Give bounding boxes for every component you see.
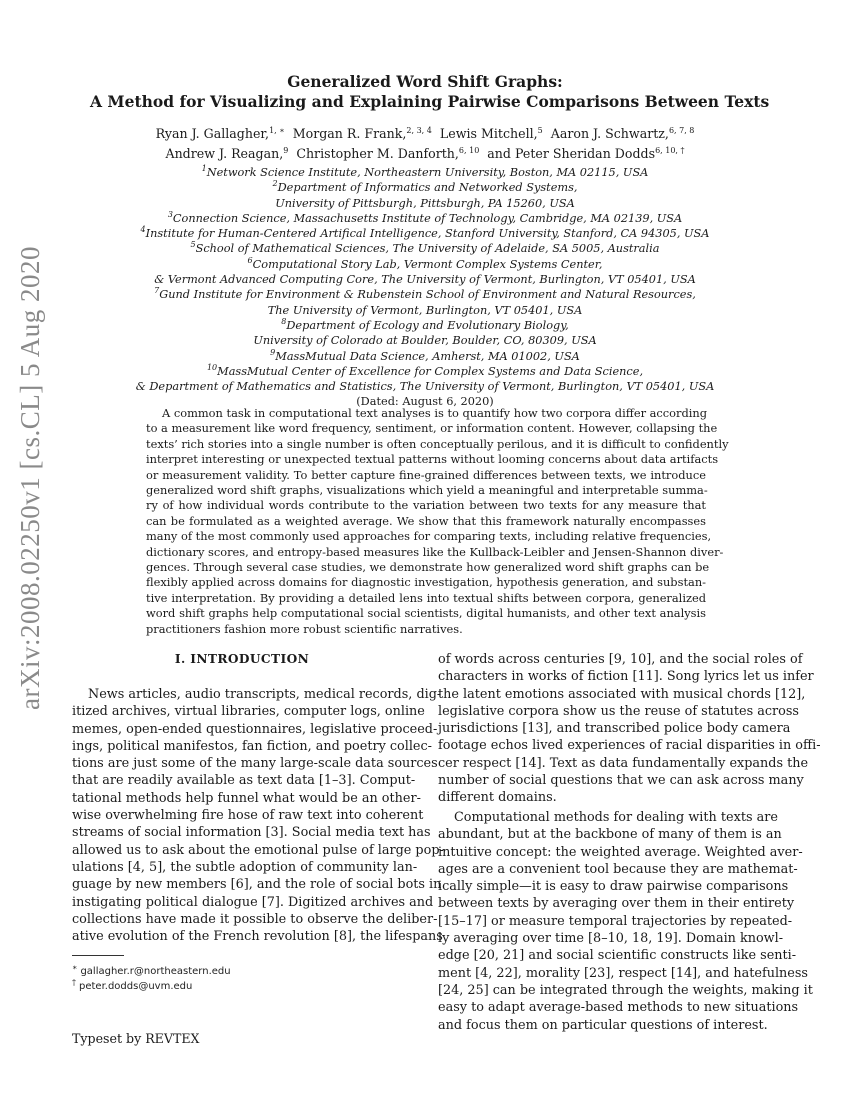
affiliation-text: Gund Institute for Environment & Rubenstein School of Environment and Natural Resources, [159, 288, 696, 302]
affiliation-text: & Vermont Advanced Computing Core, The University of Vermont, Burlington, VT 05401, USA [154, 273, 696, 287]
affiliation-line [90, 303, 760, 318]
author-affil-mark: 2, 3, 4 [406, 125, 432, 135]
author-name: Christopher M. Danforth, [296, 146, 459, 161]
affiliation-text: Department of Ecology and Evolutionary Biology, [286, 318, 569, 332]
abstract-line: to a measurement like word frequency, sentiment, or information content. However, collapsing the [146, 421, 718, 436]
abstract-line: ry of how individual words contribute to the variation between two texts for any measure that [146, 498, 706, 513]
body-line: [24, 25] can be integrated through the weights, making it [438, 982, 813, 998]
author-list [90, 124, 760, 164]
affiliation-mark: 2 [272, 179, 278, 189]
body-line: [15–17] or measure temporal trajectories by repeated- [438, 913, 793, 929]
affiliation-mark: 10 [206, 363, 218, 373]
abstract-line: can be formulated as a weighted average. We show that this framework naturally encompasses [146, 513, 706, 528]
affiliation-line [90, 364, 760, 379]
affiliation-text: Computational Story Lab, Vermont Complex Systems Center, [252, 257, 603, 271]
body-line: edge [20, 21] and social scientific constructs like senti- [438, 948, 797, 964]
body-line: number of social questions that we can ask across many [438, 773, 804, 789]
affiliation-line [90, 211, 760, 226]
affiliation-text: Department of Informatics and Networked Systems, [277, 181, 578, 195]
author-name: Aaron J. Schwartz, [550, 126, 669, 141]
right-column-paragraph-1 [438, 651, 821, 807]
title-line-2: A Method for Visualizing and Explaining Pairwise Comparisons Between Texts [90, 92, 770, 111]
affiliation-line [90, 226, 760, 241]
body-line: wise overwhelming fire hose of raw text into coherent [72, 808, 424, 824]
author-affil-mark: 1, ∗ [269, 125, 285, 135]
affiliation-text: Network Science Institute, Northeastern University, Boston, MA 02115, USA [206, 166, 649, 179]
body-line: instigating political dialogue [7]. Digitized archives and [72, 894, 434, 910]
affiliation-line [90, 165, 760, 180]
affiliation-mark: 7 [154, 286, 160, 296]
body-line: ings, political manifestos, fan fiction, and poetry collec- [72, 738, 432, 754]
body-line: ulations [4, 5], the subtle adoption of community lan- [72, 859, 418, 875]
abstract-line: word shift graphs help computational social scientists, digital humanists, and other text analysis [146, 606, 706, 621]
affiliation-mark: 3 [167, 210, 173, 220]
abstract [146, 406, 729, 637]
body-line: abundant, but at the backbone of many of them is an [438, 827, 782, 843]
body-line: intuitive concept: the weighted average. Weighted aver- [438, 844, 803, 860]
body-line: guage by new members [6], and the role of social bots in [72, 877, 442, 893]
body-line: between texts by averaging over them in their entirety [438, 896, 795, 912]
body-line: ative evolution of the French revolution [8], the lifespans [72, 929, 443, 945]
author-affil-mark: 9 [283, 145, 289, 155]
affiliation-line [90, 241, 760, 256]
affiliation-line [90, 257, 760, 272]
body-line: ically simple—it is easy to draw pairwise comparisons [438, 879, 789, 895]
body-line: and focus them on particular questions of interest. [438, 1017, 768, 1033]
footnote-mark: † [72, 977, 76, 987]
body-line: easy to adapt average-based methods to new situations [438, 1000, 799, 1016]
affiliation-list [90, 165, 760, 410]
body-line: that are readily available as text data [1–3]. Comput- [72, 773, 416, 789]
author-affil-mark: 6, 7, 8 [668, 125, 695, 135]
affiliation-mark: 5 [190, 240, 196, 250]
body-line: legislative corpora show us the reuse of statutes across [438, 703, 799, 719]
body-line: characters in works of fiction [11]. Song lyrics let us infer [438, 669, 814, 685]
affiliation-text: The University of Vermont, Burlington, VT 05401, USA [267, 303, 583, 317]
abstract-line: texts’ rich stories into a single number is often conceptually perilous, and it is difficult to confidently [146, 436, 729, 451]
body-line: cer respect [14]. Text as data fundamentally expands the [438, 755, 809, 771]
affiliation-mark: 6 [247, 256, 253, 266]
affiliation-mark: 9 [270, 347, 276, 357]
affiliation-line [90, 333, 760, 348]
author-line-2 [90, 144, 760, 164]
body-line: tational methods help funnel what would be an other- [72, 790, 421, 806]
author-name: Morgan R. Frank, [292, 126, 407, 141]
body-line: the latent emotions associated with musical chords [12], [438, 686, 806, 702]
body-line: itized archives, virtual libraries, computer logs, online [72, 704, 425, 720]
footnote [72, 979, 412, 994]
affiliation-line [90, 272, 760, 287]
author-name: Andrew J. Reagan, [165, 146, 284, 161]
affiliation-line [90, 180, 760, 195]
right-column-paragraph-2 [438, 809, 813, 1034]
body-line: News articles, audio transcripts, medical records, dig- [88, 687, 442, 702]
author-name: and Peter Sheridan Dodds [487, 146, 656, 161]
abstract-line: flexibly applied across domains for diagnostic investigation, hypothesis generation, and substan- [146, 575, 706, 590]
body-line: allowed us to ask about the emotional pulse of large pop- [72, 842, 444, 858]
body-line: ment [4, 22], morality [23], respect [14], and hatefulness [438, 965, 808, 981]
affiliation-text: University of Colorado at Boulder, Boulder, CO, 80309, USA [253, 334, 597, 348]
title-line-1: Generalized Word Shift Graphs: [287, 72, 563, 91]
abstract-line: dictionary scores, and entropy-based measures like the Kullback-Leibler and Jensen-Shannon diver- [146, 544, 724, 559]
author-line-1 [90, 124, 760, 144]
affiliation-text: University of Pittsburgh, Pittsburgh, PA 15260, USA [275, 196, 575, 210]
body-line: Computational methods for dealing with texts are [454, 810, 778, 825]
affiliation-text: Institute for Human-Centered Artifical Intelligence, Stanford University, Stanford, CA 94305, USA [145, 227, 710, 241]
abstract-line: many of the most commonly used approaches for comparing texts, including relative frequencies, [146, 529, 712, 544]
affiliation-text: & Department of Mathematics and Statistics, The University of Vermont, Burlington, VT 05401, USA [135, 380, 715, 394]
footnote-email[interactable]: peter.dodds@uvm.edu [79, 981, 193, 992]
footnote-rule [72, 955, 124, 956]
left-column-body [72, 686, 444, 945]
affiliation-line [90, 379, 760, 394]
affiliation-mark: 8 [281, 317, 287, 327]
author-name: Lewis Mitchell, [439, 126, 538, 141]
abstract-line: practitioners fashion more robust scientific narratives. [146, 621, 463, 636]
body-line: memes, open-ended questionnaires, legislative proceed- [72, 721, 438, 737]
footnote-email[interactable]: gallagher.r@northeastern.edu [80, 966, 231, 977]
footnote-mark: ∗ [72, 962, 78, 972]
body-line: collections have made it possible to observe the deliber- [72, 911, 438, 927]
body-line: jurisdictions [13], and transcribed police body camera [438, 721, 791, 737]
section-heading-introduction: I. INTRODUCTION [174, 652, 310, 666]
abstract-line: generalized word shift graphs, visualizations which yield a meaningful and interpretable summa- [146, 483, 708, 498]
abstract-line: gences. Through several case studies, we demonstrate how generalized word shift graphs can be [146, 560, 710, 575]
affiliation-line [90, 349, 760, 364]
affiliation-text: MassMutual Center of Excellence for Complex Systems and Data Science, [217, 364, 644, 378]
affiliation-line [90, 318, 760, 333]
abstract-line: or measurement validity. To better capture fine-grained differences between texts, we introduce [146, 467, 706, 482]
abstract-line: tive interpretation. By providing a detailed lens into textual shifts between corpora, generalized [146, 590, 706, 605]
abstract-line: interpret interesting or unexpected textual patterns without looming concerns about data artifacts [146, 452, 719, 467]
footnotes [72, 964, 412, 994]
author-name: Ryan J. Gallagher, [155, 126, 270, 141]
dated-line: (Dated: August 6, 2020) [356, 395, 494, 409]
affiliation-text: Connection Science, Massachusetts Institute of Technology, Cambridge, MA 02139, USA [172, 211, 683, 225]
abstract-line: A common task in computational text analyses is to quantify how two corpora differ according [162, 406, 708, 420]
affiliation-text: School of Mathematical Sciences, The University of Adelaide, SA 5005, Australia [195, 242, 660, 256]
body-line: footage echos lived experiences of racial disparities in offi- [438, 738, 821, 754]
affiliation-mark: 4 [140, 225, 146, 235]
body-line: ages are a convenient tool because they are mathemat- [438, 861, 798, 877]
body-line: different domains. [438, 790, 557, 806]
body-line: ly averaging over time [8–10, 18, 19]. Domain knowl- [438, 931, 784, 947]
arxiv-identifier: arXiv:2008.02250v1 [cs.CL] 5 Aug 2020 [15, 246, 45, 710]
affiliation-text: MassMutual Data Science, Amherst, MA 01002, USA [275, 349, 580, 363]
author-affil-mark: 6, 10 [458, 145, 480, 155]
body-line: of words across centuries [9, 10], and the social roles of [438, 652, 803, 667]
body-line: tions are just some of the many large-scale data sources [72, 756, 438, 772]
affiliation-line [90, 196, 760, 211]
paper-title [90, 72, 770, 112]
affiliation-mark: 1 [201, 164, 207, 174]
footnote [72, 964, 412, 979]
typeset-note: Typeset by REVTEX [72, 1031, 200, 1046]
affiliation-line [90, 287, 760, 302]
author-affil-mark: 5 [537, 125, 543, 135]
author-affil-mark: 6, 10, † [655, 145, 685, 155]
body-line: streams of social information [3]. Social media text has [72, 825, 431, 841]
